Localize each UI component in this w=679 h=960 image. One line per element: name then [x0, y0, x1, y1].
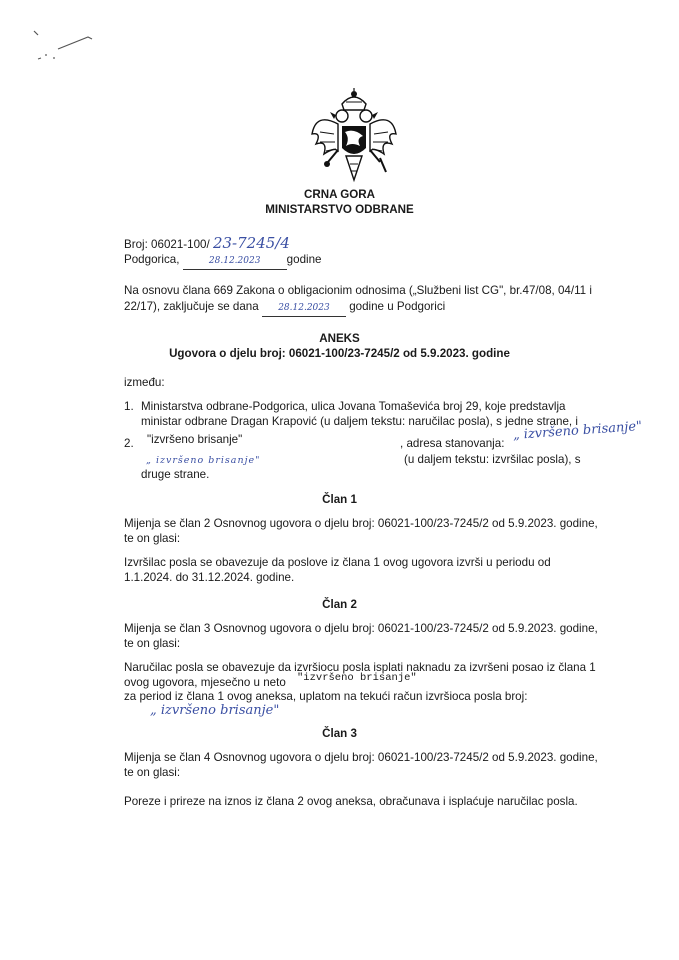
reference-number: [124, 235, 290, 253]
party-2-role: (u daljem tekstu: izvršilac posla), s: [404, 453, 581, 466]
party-1-line-1: Ministarstva odbrane-Podgorica, ulica Jovana Tomaševića broj 29, koje predstavlja: [141, 400, 566, 413]
reference-date-handwritten: 28.12.2023: [208, 256, 261, 266]
clan-2-para-2-line-1: Naručilac posla se obavezuje da izvršiocu posla isplati naknadu za izvršeni posao iz člana 1: [124, 661, 596, 674]
aneks-title: ANEKS: [319, 332, 360, 345]
montenegro-coat-of-arms: [308, 88, 400, 186]
party-1-number: 1.: [124, 400, 134, 413]
party-2-address-redacted-handwritten: „ izvršeno brisanje": [512, 418, 643, 443]
intro-line-2: [124, 299, 445, 317]
party-2-end: druge strane.: [141, 468, 210, 481]
clan-1-heading: Član 1: [322, 493, 357, 506]
pen-mark-scribble: [30, 25, 100, 65]
ministry-heading: MINISTARSTVO ODBRANE: [265, 203, 414, 216]
clan-2-para-2-line-2: ovog ugovora, mjesečno u neto: [124, 676, 286, 689]
clan-1-para-2-line-1: Izvršilac posla se obavezuje da poslove iz člana 1 ovog ugovora izvrši u periodu od: [124, 556, 551, 569]
party-2-number: 2.: [124, 437, 134, 450]
party-2-name-redacted-handwritten: „ izvršeno brisanje": [146, 455, 261, 466]
clan-3-para-1-line-2: te on glasi:: [124, 766, 181, 779]
clan-3-para-1-line-1: Mijenja se član 4 Osnovnog ugovora o djelu broj: 06021-100/23-7245/2 od 5.9.2023. godine,: [124, 751, 598, 764]
intro-line-1: Na osnovu člana 669 Zakona o obligacionim odnosima („Službeni list CG", br.47/08, 04/11 i: [124, 284, 592, 297]
reference-date-godine: godine: [286, 253, 322, 266]
clan-2-amount-redacted-typed: "izvršeno brisanje": [297, 672, 417, 684]
clan-3-heading: Član 3: [322, 727, 357, 740]
party-2-redacted-typed: "izvršeno brisanje": [147, 433, 243, 446]
intro-date-handwritten: 28.12.2023: [278, 303, 330, 313]
country-heading: CRNA GORA: [303, 188, 376, 201]
clan-2-para-1-line-2: te on glasi:: [124, 637, 181, 650]
clan-3-para-2: Poreze i prireze na iznos iz člana 2 ovog aneksa, obračunava i isplaćuje naručilac posla.: [124, 795, 578, 808]
clan-1-para-1-line-2: te on glasi:: [124, 532, 181, 545]
reference-number-handwritten: 23-7245/4: [212, 234, 290, 252]
reference-place-label: Podgorica,: [124, 253, 180, 266]
aneks-subtitle: Ugovora o djelu broj: 06021-100/23-7245/2 od 5.9.2023. godine: [169, 347, 510, 360]
clan-2-account-redacted-handwritten: „ izvršeno brisanje": [150, 703, 280, 718]
clan-1-para-1-line-1: Mijenja se član 2 Osnovnog ugovora o djelu broj: 06021-100/23-7245/2 od 5.9.2023. godine,: [124, 517, 598, 530]
clan-1-para-2-line-2: 1.1.2024. do 31.12.2024. godine.: [124, 571, 295, 584]
intro-line-2-start: 22/17), zaključuje se dana: [124, 300, 259, 313]
party-1-line-2: ministar odbrane Dragan Krapović (u daljem tekstu: naručilac posla), s jedne strane, i: [141, 415, 578, 428]
clan-2-heading: Član 2: [322, 598, 357, 611]
party-2-address-label: , adresa stanovanja:: [400, 437, 505, 450]
reference-date: [124, 252, 322, 270]
reference-number-label: Broj: 06021-100/: [124, 238, 210, 251]
intro-line-2-end: godine u Podgorici: [349, 300, 446, 313]
clan-2-para-1-line-1: Mijenja se član 3 Osnovnog ugovora o djelu broj: 06021-100/23-7245/2 od 5.9.2023. godine,: [124, 622, 598, 635]
izmedju-label: između:: [124, 376, 165, 389]
clan-2-para-2-line-3: za period iz člana 1 ovog aneksa, uplatom na tekući račun izvršioca posla broj:: [124, 690, 528, 703]
